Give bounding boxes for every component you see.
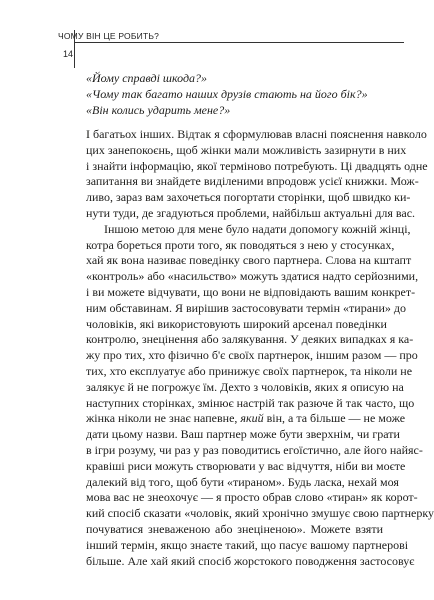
text-line: тих, хто експлуатує або принижує своїх партнерок, та ніколи не <box>86 363 413 378</box>
body-text <box>86 127 434 569</box>
header-rule <box>74 42 404 43</box>
text-line: кий спосіб сказати «чоловік, який хронічно змушує свою партнерку <box>86 506 434 521</box>
page-number: 14 <box>63 49 74 59</box>
text-line: і знайти інформацію, якої терміново потребують. Ці двадцять одне <box>86 158 428 173</box>
text-line: цих занепокоєнь, щоб жінки мали можливість зазирнути в них <box>86 142 407 157</box>
running-title: ЧОМУ ВІН ЦЕ РОБИТЬ? <box>58 31 160 41</box>
text-line: в ігри розуму, чи раз у раз поводитись егоїстично, але його найяс- <box>86 442 423 457</box>
question-item: «Йому справді шкода?» <box>86 71 208 85</box>
text-line: запитання ви знайдете виділеними впродовж усієї книжки. Мож- <box>86 174 419 189</box>
text-segment: він, а та більше — не може <box>266 411 406 426</box>
text-line: наступних сторінках, змінює настрій так разюче й так часто, що <box>86 395 415 410</box>
text-line: ним обставинам. Я вирішив застосовувати термін «тирани» до <box>86 300 406 315</box>
text-line: і ви можете відчувати, що вони не відповідають вашим конкрет- <box>86 284 416 299</box>
text-line: залякує й не погрожує їм. Дехто з чоловіків, яких я описую на <box>86 379 404 394</box>
text-line: почуватися зневаженою або знеціненою». Можете взяти <box>86 521 383 536</box>
text-line: І багатьох інших. Відтак я сформулював власні пояснення навколо <box>86 127 427 141</box>
text-line: нути туди, де згадуються проблеми, найбільш актуальні для вас. <box>86 205 416 220</box>
text-line: кравіші риси можуть створювати у вас відчуття, ніби ви моєте <box>86 458 406 473</box>
question-list <box>86 71 386 118</box>
text-line: ливо, зараз вам захочеться погортати сторінки, щоб швидко ки- <box>86 190 411 205</box>
text-line: дати цьому назви. Ваш партнер може бути зверхнім, чи грати <box>86 427 400 442</box>
text-line: хай як вона називає поведінку свого партнера. Слова на кштапт <box>86 253 412 268</box>
text-line: Іншою метою для мене було надати допомогу кожній жінці, <box>104 221 411 236</box>
text-line: «контроль» або «насильство» можуть здатися надто серйозними, <box>86 269 419 284</box>
text-line: чоловіків, які використовують широкий арсенал поведінки <box>86 316 387 331</box>
emphasized-word: який <box>240 411 264 426</box>
text-line: контролю, знецінення або залякування. У деяких випадках я ка- <box>86 332 414 347</box>
text-line: мова вас не знеохочує — я просто обрав слово «тиран» як корот- <box>86 490 418 505</box>
text-line-with-emphasis <box>86 411 406 427</box>
question-item: «Чому так багато наших друзів стають на його бік?» <box>86 86 368 101</box>
text-segment: жінка ніколи не знає напевне, <box>86 411 238 426</box>
text-line: більше. Але хай який спосіб жорстокого поводження застосовує <box>86 553 415 568</box>
paragraph-2 <box>86 221 434 570</box>
folio-rule <box>74 30 75 68</box>
question-item: «Він колись ударить мене?» <box>86 102 231 117</box>
text-line: далекий від того, щоб бути «тираном». Будь ласка, нехай моя <box>86 474 399 489</box>
text-line: котра бореться проти того, як поводяться з нею у стосунках, <box>86 237 395 252</box>
text-line: жу про тих, хто фізично б'є своїх партнерок, іншим разом — про <box>86 348 418 363</box>
paragraph-1 <box>86 127 428 222</box>
text-line: інший термін, якщо знаєте такий, що пасує вашому партнерові <box>86 537 409 552</box>
